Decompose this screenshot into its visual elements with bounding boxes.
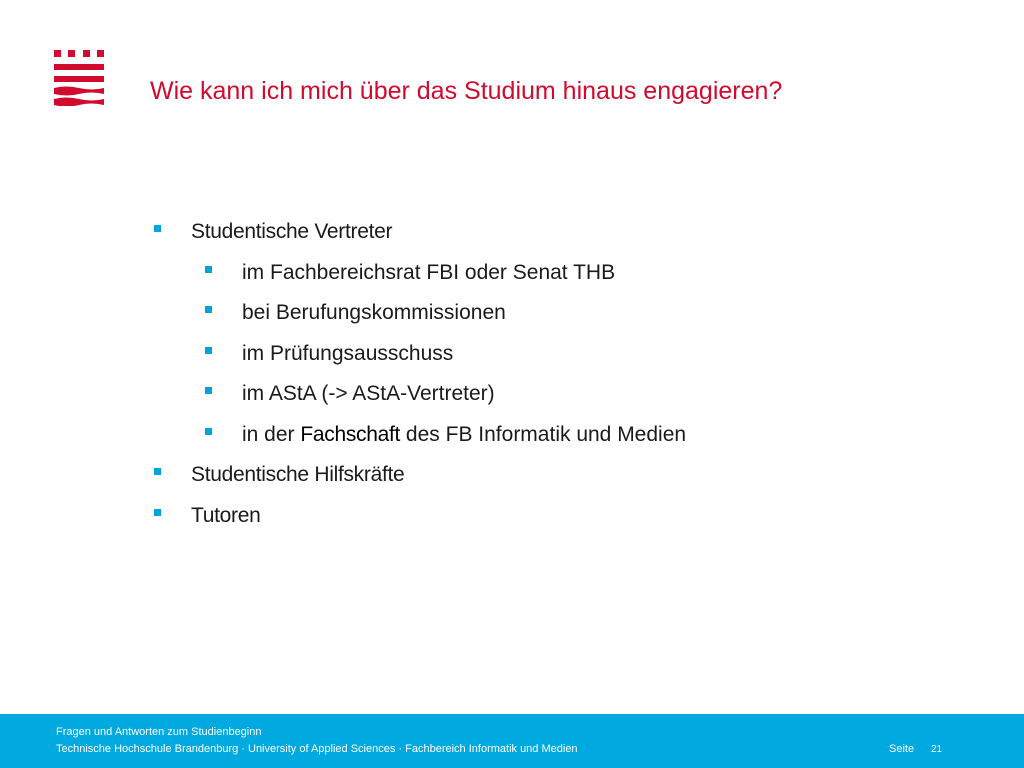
list-item-text bbox=[242, 423, 686, 447]
square-bullet-icon bbox=[154, 468, 161, 475]
list-item bbox=[150, 415, 950, 456]
list-item-text: bei Berufungskommissionen bbox=[242, 301, 506, 325]
list-item bbox=[150, 455, 950, 496]
list-item bbox=[150, 496, 950, 537]
footer-institution: Technische Hochschule Brandenburg · University of Applied Sciences · Fachbereich Informatik und Medien bbox=[56, 743, 578, 755]
list-item-text: im Prüfungsausschuss bbox=[242, 341, 454, 365]
list-item bbox=[150, 293, 950, 334]
square-bullet-icon bbox=[154, 225, 161, 232]
list-item-emphasis: Fachschaft bbox=[300, 422, 401, 446]
footer-page-number: 21 bbox=[931, 744, 943, 755]
footer-page-label: Seite bbox=[889, 743, 915, 755]
page-title: Wie kann ich mich über das Studium hinaus engagieren? bbox=[150, 77, 783, 105]
square-bullet-icon bbox=[205, 428, 212, 435]
list-item-prefix: in der bbox=[242, 422, 301, 446]
footer-course-title: Fragen und Antworten zum Studienbeginn bbox=[56, 726, 262, 738]
list-item bbox=[150, 253, 950, 294]
square-bullet-icon bbox=[205, 347, 212, 354]
list-item-text: Tutoren bbox=[191, 503, 261, 527]
list-item-text: Studentische Hilfskräfte bbox=[191, 463, 405, 487]
university-logo-icon bbox=[54, 50, 104, 106]
square-bullet-icon bbox=[205, 306, 212, 313]
footer-bar bbox=[0, 714, 1024, 768]
list-item-suffix: des FB Informatik und Medien bbox=[400, 422, 687, 446]
list-item bbox=[150, 212, 950, 253]
list-item bbox=[150, 334, 950, 375]
square-bullet-icon bbox=[205, 266, 212, 273]
list-item-text: Studentische Vertreter bbox=[191, 220, 393, 244]
list-item bbox=[150, 374, 950, 415]
list-item-text: im Fachbereichsrat FBI oder Senat THB bbox=[242, 260, 616, 284]
list-item-text: im AStA (-> AStA-Vertreter) bbox=[242, 382, 495, 406]
square-bullet-icon bbox=[205, 387, 212, 394]
square-bullet-icon bbox=[154, 509, 161, 516]
bullet-list bbox=[150, 212, 950, 536]
